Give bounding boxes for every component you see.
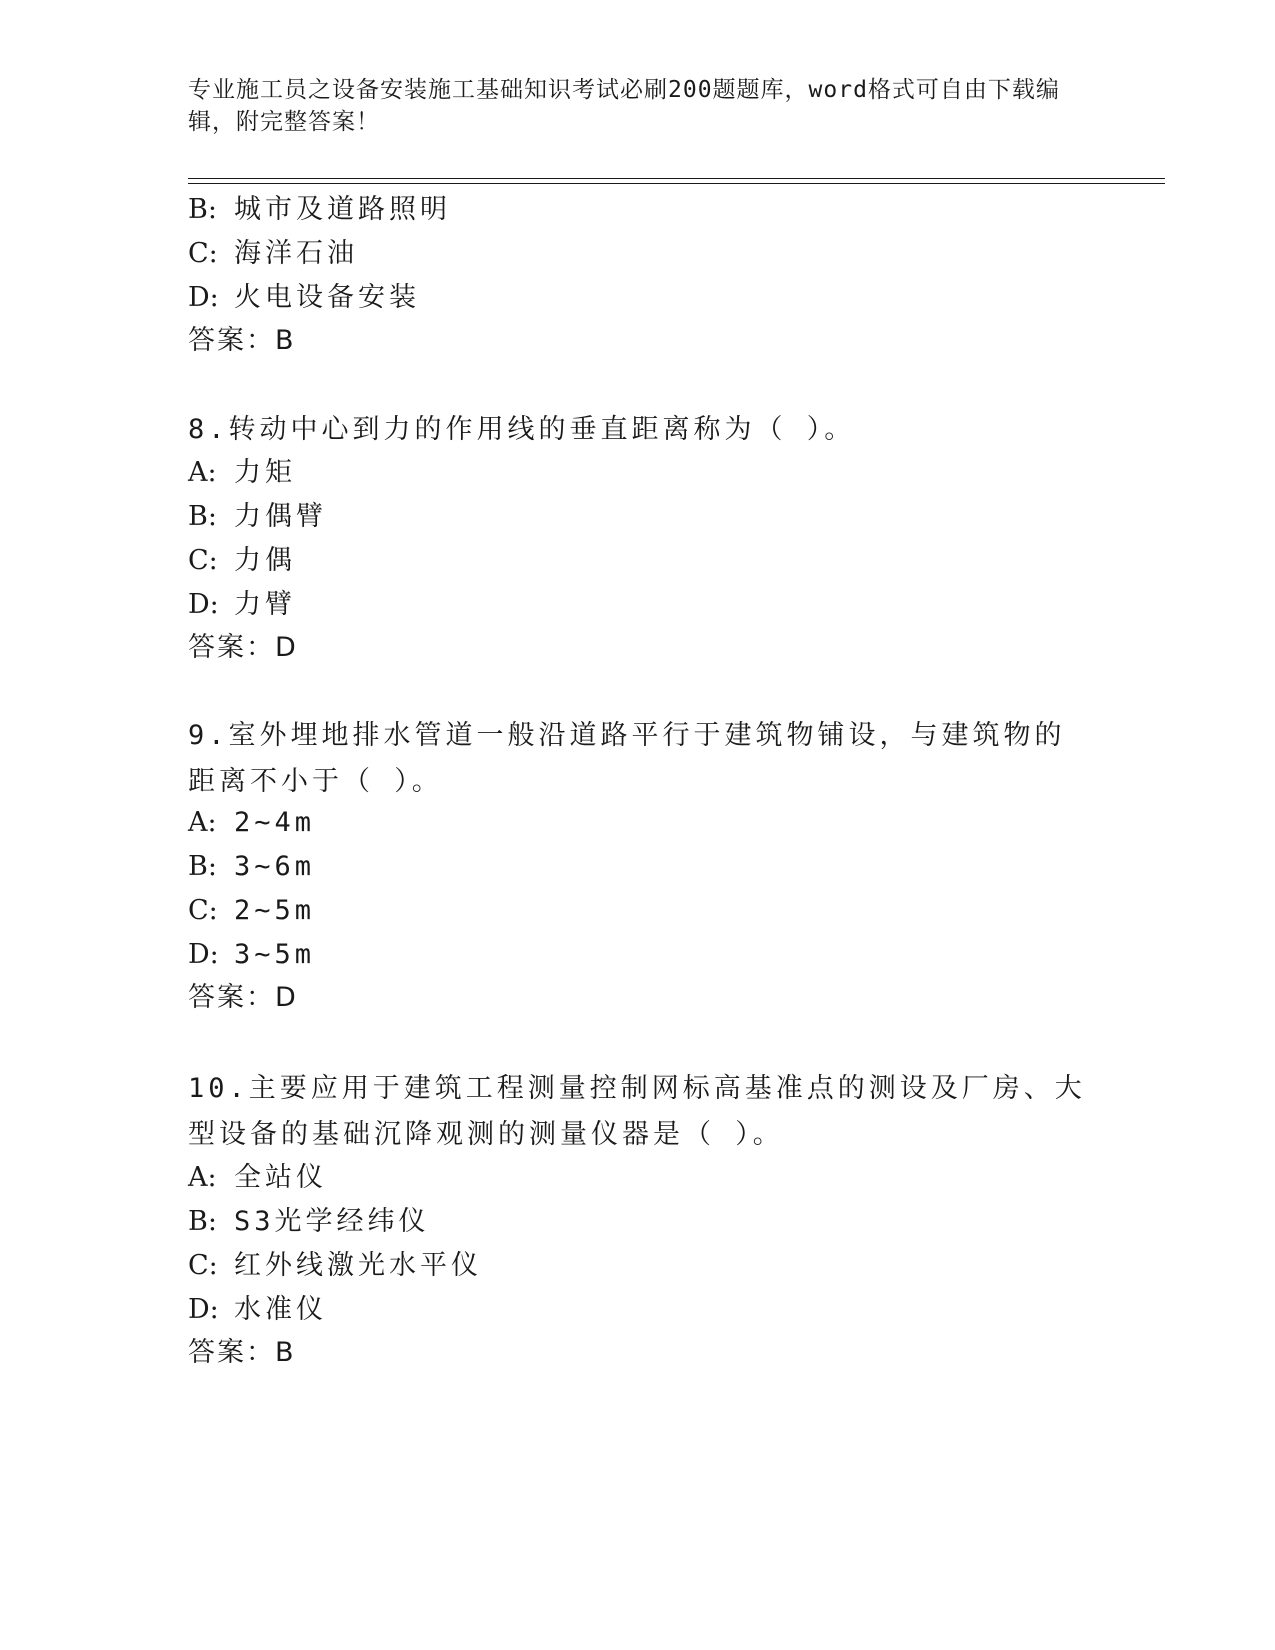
option-letter: B: — [188, 194, 217, 225]
option-letter: C: — [188, 895, 218, 926]
option-letter: D: — [188, 1294, 219, 1325]
option-d — [188, 1292, 327, 1328]
option-c — [188, 236, 358, 272]
question-stem: 10.主要应用于建筑工程测量控制网标高基准点的测设及厂房、大型设备的基础沉降观测的测量仪器是（ ）。 — [188, 1073, 1086, 1150]
question-stem: 8.转动中心到力的作用线的垂直距离称为（ ）。 — [188, 414, 856, 445]
option-a — [188, 455, 296, 491]
option-c — [188, 1248, 482, 1284]
option-letter: B: — [188, 1206, 217, 1237]
header-divider-bottom — [188, 183, 1165, 184]
option-c — [188, 543, 296, 579]
option-letter: B: — [188, 851, 217, 882]
option-a — [188, 805, 315, 841]
option-text: 火电设备安装 — [234, 282, 420, 313]
option-letter: D: — [188, 939, 219, 970]
option-text: 3~6m — [234, 851, 316, 882]
question-stem: 9.室外埋地排水管道一般沿道路平行于建筑物铺设，与建筑物的距离不小于（ ）。 — [188, 720, 1066, 797]
document-title: 专业施工员之设备安装施工基础知识考试必刷200题题库，word格式可自由下载编辑，附完整答案！ — [188, 77, 1060, 135]
answer-line: 答案：B — [188, 325, 296, 356]
option-letter: D: — [188, 589, 219, 620]
option-text: 力臂 — [234, 589, 296, 620]
option-text: S3光学经纬仪 — [234, 1206, 430, 1237]
option-c — [188, 893, 315, 929]
option-text: 2~4m — [234, 807, 316, 838]
answer-line: 答案：D — [188, 632, 298, 663]
option-letter: D: — [188, 282, 219, 313]
option-text: 力矩 — [234, 457, 296, 488]
option-letter: C: — [188, 238, 218, 269]
option-b — [188, 499, 327, 535]
option-a — [188, 1160, 327, 1196]
option-d — [188, 587, 296, 623]
header-divider-top — [188, 178, 1165, 179]
answer-line: 答案：B — [188, 1337, 296, 1368]
option-letter: C: — [188, 1250, 218, 1281]
option-b — [188, 1204, 430, 1240]
option-text: 力偶臂 — [234, 501, 327, 532]
option-b — [188, 849, 315, 885]
option-b — [188, 192, 451, 228]
option-text: 水准仪 — [234, 1294, 327, 1325]
option-text: 力偶 — [234, 545, 296, 576]
option-text: 3~5m — [234, 939, 316, 970]
option-letter: C: — [188, 545, 218, 576]
option-letter: A: — [188, 457, 217, 488]
answer-line: 答案：D — [188, 982, 298, 1013]
option-letter: A: — [188, 1162, 217, 1193]
option-letter: A: — [188, 807, 217, 838]
option-d — [188, 280, 420, 316]
option-letter: B: — [188, 501, 217, 532]
option-text: 全站仪 — [234, 1162, 327, 1193]
option-text: 2~5m — [234, 895, 316, 926]
option-text: 城市及道路照明 — [234, 194, 451, 225]
option-text: 海洋石油 — [234, 238, 358, 269]
option-text: 红外线激光水平仪 — [234, 1250, 482, 1281]
option-d — [188, 937, 315, 973]
